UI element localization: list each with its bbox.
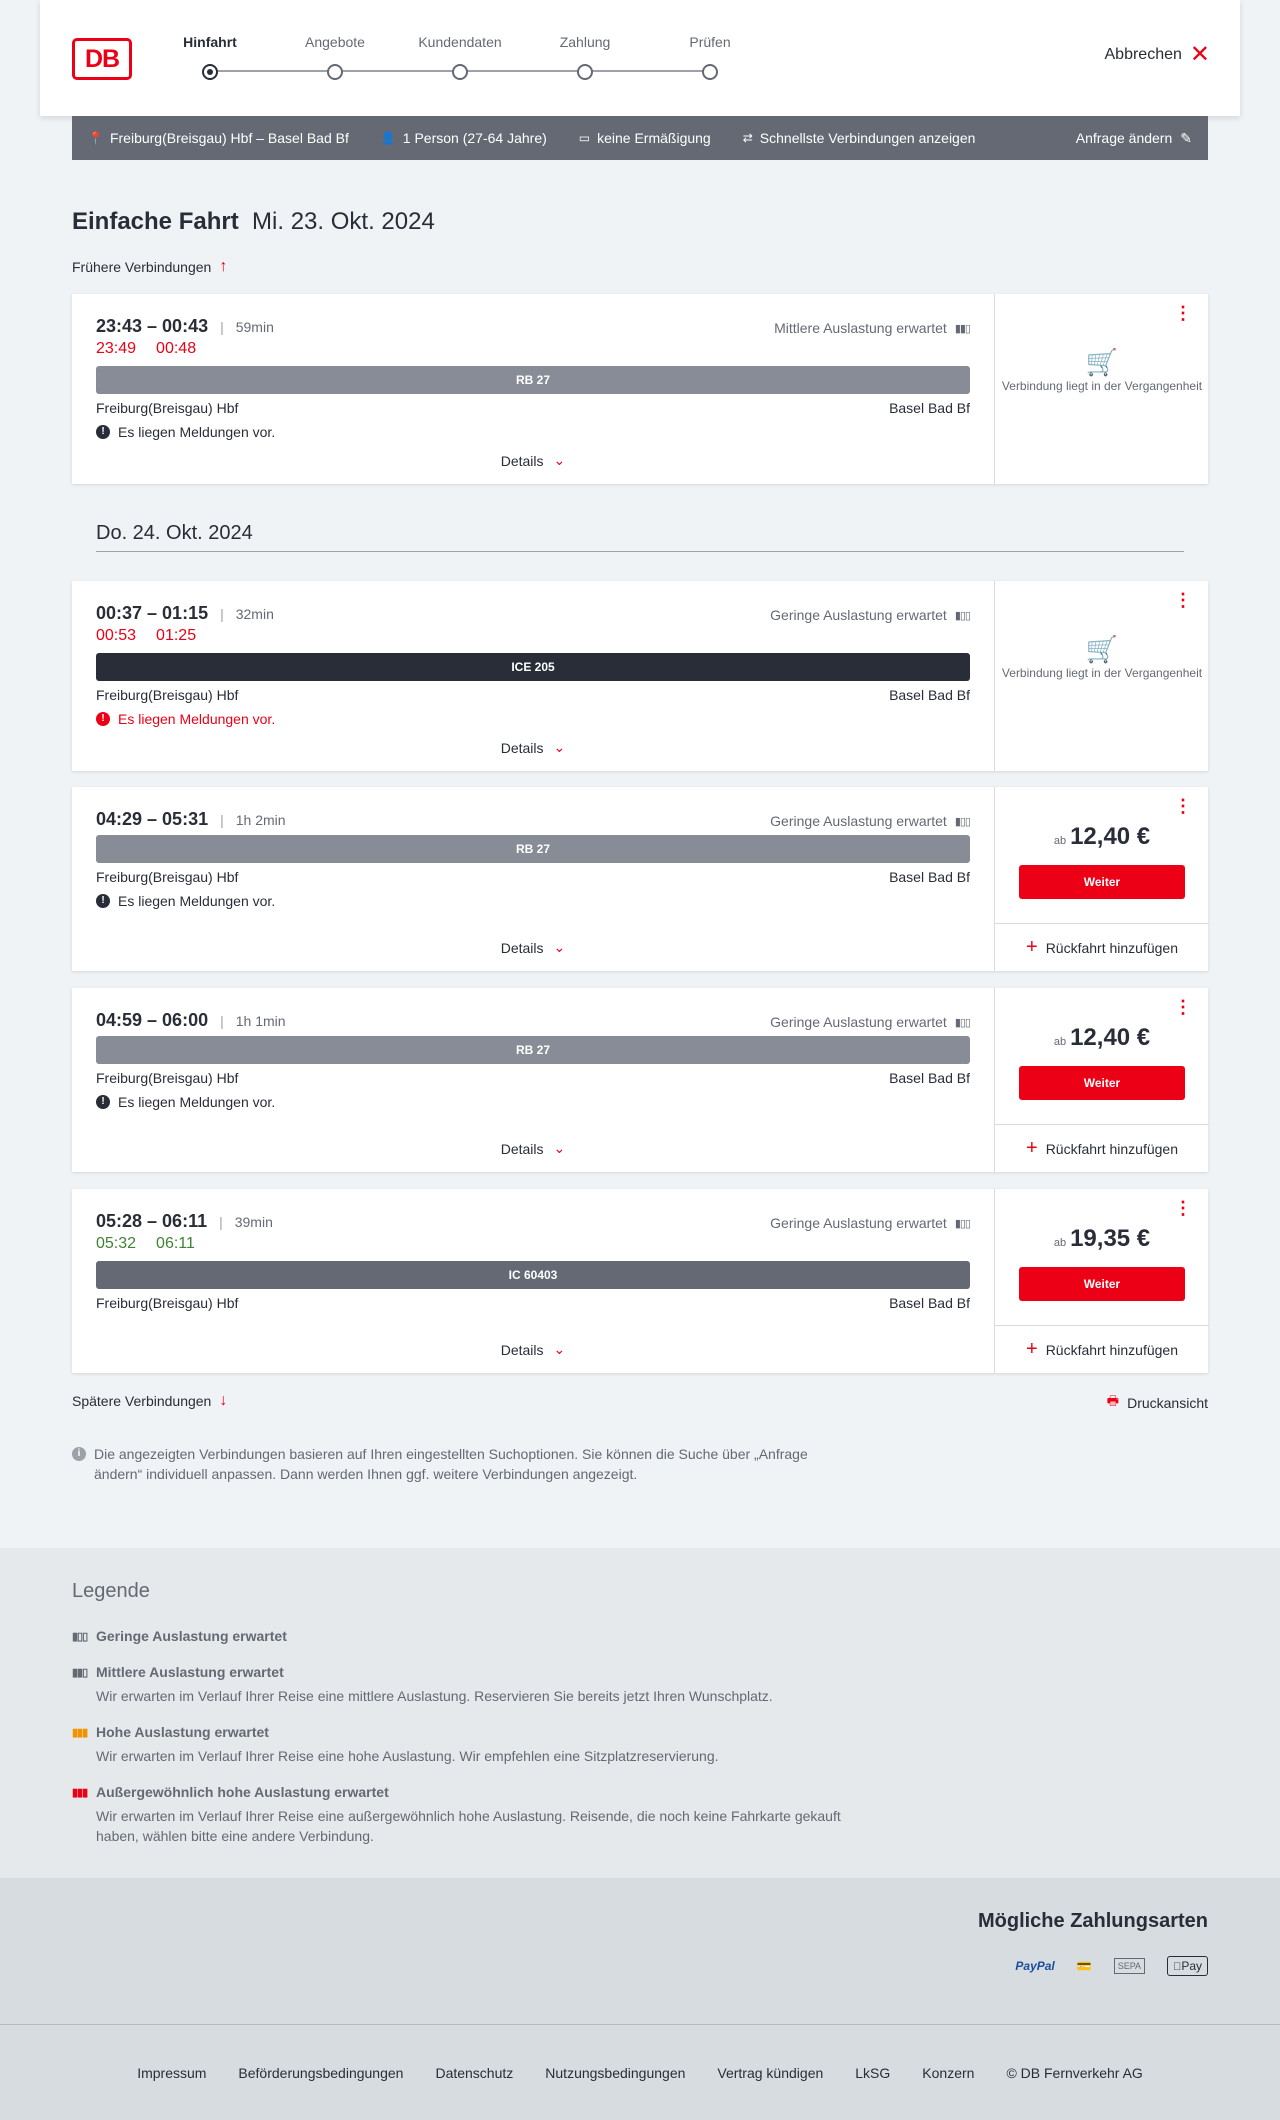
step-label: Prüfen bbox=[689, 34, 731, 50]
price-value: 19,35 € bbox=[1070, 1225, 1151, 1252]
train-bar[interactable]: RB 27 bbox=[96, 1036, 970, 1064]
add-return-label: Rückfahrt hinzufügen bbox=[1045, 939, 1178, 956]
duration: 39min bbox=[234, 1213, 273, 1230]
realtime-departure: 23:49 bbox=[96, 340, 137, 357]
details-toggle[interactable] bbox=[72, 739, 994, 756]
duration: 1h 1min bbox=[235, 1012, 286, 1029]
option-summary bbox=[743, 130, 976, 146]
train-bar[interactable]: RB 27 bbox=[96, 835, 970, 863]
departure-station: Freiburg(Breisgau) Hbf bbox=[96, 400, 239, 416]
occupancy-medium-icon: ▮▮▯ bbox=[954, 322, 970, 335]
offer-panel bbox=[994, 1189, 1208, 1373]
footer-link-konzern[interactable]: Konzern bbox=[922, 2064, 975, 2081]
continue-button[interactable]: Weiter bbox=[1019, 1267, 1185, 1301]
swap-arrows-icon: ⇄ bbox=[742, 131, 753, 145]
separator: | bbox=[220, 605, 224, 622]
legend-description: Wir erwarten im Verlauf Ihrer Reise eine außergewöhnlich hohe Auslastung. Reisende, die noch keine Fahrkarte gekauft haben, wählen bitte eine andere Verbindung. bbox=[96, 1808, 841, 1844]
realtime-arrival: 01:25 bbox=[156, 627, 197, 644]
payment-title: Mögliche Zahlungsarten bbox=[977, 1910, 1208, 1932]
station-row bbox=[96, 687, 970, 703]
realtime-arrival: 00:48 bbox=[156, 340, 197, 357]
legend-item-title bbox=[72, 1784, 856, 1800]
occupancy-low-icon: ▮▯▯ bbox=[954, 1217, 970, 1230]
more-options-icon[interactable]: ⋮ bbox=[1174, 590, 1192, 610]
planned-times: 04:29 – 05:31 bbox=[96, 809, 209, 829]
location-pin-icon: 📍 bbox=[88, 131, 103, 145]
realtime-times bbox=[96, 1235, 215, 1253]
past-text: Verbindung liegt in der Vergangenheit bbox=[1001, 379, 1203, 393]
train-bar[interactable]: IC 60403 bbox=[96, 1261, 970, 1289]
occupancy-info bbox=[774, 320, 970, 336]
offer-panel bbox=[994, 988, 1208, 1172]
travel-date: Mi. 23. Okt. 2024 bbox=[252, 208, 435, 235]
station-row bbox=[96, 1295, 970, 1311]
connection-card bbox=[72, 294, 1208, 484]
duration: 1h 2min bbox=[235, 811, 286, 828]
chevron-down-icon: ⌄ bbox=[553, 452, 566, 468]
past-text: Verbindung liegt in der Vergangenheit bbox=[1001, 666, 1203, 680]
progress-stepper bbox=[180, 34, 800, 84]
chevron-down-icon: ⌄ bbox=[553, 939, 566, 955]
legend-label: Hohe Auslastung erwartet bbox=[96, 1724, 269, 1740]
search-summary-bar bbox=[72, 116, 1208, 160]
step-hinfahrt[interactable] bbox=[150, 34, 270, 80]
details-label: Details bbox=[500, 1140, 544, 1157]
price-prefix: ab bbox=[1053, 1036, 1067, 1048]
step-label: Kundendaten bbox=[418, 34, 502, 50]
message-text: Es liegen Meldungen vor. bbox=[118, 1094, 276, 1110]
payment-icons bbox=[1015, 1956, 1208, 1976]
apple-pay-icon bbox=[1167, 1956, 1208, 1976]
footer-link-nutzungsbedingungen[interactable]: Nutzungsbedingungen bbox=[545, 2064, 686, 2081]
realtime-departure: 05:32 bbox=[96, 1235, 137, 1252]
realtime-times bbox=[96, 340, 216, 358]
later-connections-link[interactable] bbox=[72, 1392, 227, 1410]
arrival-station: Basel Bad Bf bbox=[889, 1070, 970, 1086]
occupancy-low-icon: ▮▯▯ bbox=[954, 1016, 970, 1029]
price bbox=[995, 823, 1209, 851]
legend-item-title bbox=[72, 1664, 856, 1680]
printer-icon: 🖶 bbox=[1106, 1393, 1120, 1408]
step-label: Hinfahrt bbox=[183, 34, 237, 50]
alert-icon: ! bbox=[96, 425, 110, 439]
add-return-trip-button[interactable] bbox=[995, 923, 1209, 971]
step-angebote[interactable] bbox=[275, 34, 395, 80]
add-return-label: Rückfahrt hinzufügen bbox=[1045, 1341, 1178, 1358]
alert-icon: ! bbox=[96, 1095, 110, 1109]
occupancy-text: Mittlere Auslastung erwartet bbox=[774, 320, 947, 336]
plus-icon: + bbox=[1026, 1338, 1038, 1360]
realtime-arrival: 06:11 bbox=[156, 1235, 195, 1252]
details-toggle[interactable] bbox=[72, 939, 994, 956]
connection-card bbox=[72, 988, 1208, 1172]
step-dot bbox=[577, 64, 593, 80]
details-label: Details bbox=[500, 452, 544, 469]
route-summary bbox=[88, 130, 349, 146]
details-toggle[interactable] bbox=[72, 1140, 994, 1157]
legend-item bbox=[72, 1784, 856, 1846]
chevron-down-icon: ⌄ bbox=[553, 1341, 566, 1357]
continue-button[interactable]: Weiter bbox=[1019, 1066, 1185, 1100]
step-zahlung[interactable] bbox=[525, 34, 645, 80]
footer-link-impressum[interactable]: Impressum bbox=[137, 2064, 207, 2081]
top-header bbox=[40, 0, 1240, 116]
close-icon: ✕ bbox=[1189, 41, 1210, 68]
travelers-text: 1 Person (27-64 Jahre) bbox=[402, 130, 547, 146]
bahncard-icon: ▭ bbox=[578, 131, 591, 145]
connection-info bbox=[72, 787, 994, 971]
occupancy-text: Geringe Auslastung erwartet bbox=[770, 1215, 947, 1231]
occupancy-info bbox=[770, 1215, 970, 1231]
arrival-station: Basel Bad Bf bbox=[889, 1295, 970, 1311]
message-text: Es liegen Meldungen vor. bbox=[118, 893, 276, 909]
footer-link-vertrag-kuendigen[interactable]: Vertrag kündigen bbox=[717, 2064, 824, 2081]
pencil-icon: ✎ bbox=[1180, 129, 1192, 146]
arrow-up-icon: ↑ bbox=[219, 258, 228, 275]
occupancy-text: Geringe Auslastung erwartet bbox=[770, 607, 947, 623]
more-options-icon[interactable]: ⋮ bbox=[1174, 796, 1192, 816]
info-icon: i bbox=[72, 1447, 86, 1461]
step-dot bbox=[702, 64, 718, 80]
realtime-times bbox=[96, 627, 216, 645]
price bbox=[995, 1024, 1209, 1052]
occupancy-info bbox=[770, 607, 970, 623]
departure-station: Freiburg(Breisgau) Hbf bbox=[96, 1070, 239, 1086]
plus-icon: + bbox=[1026, 936, 1038, 958]
cancel-button[interactable] bbox=[1104, 41, 1211, 68]
chevron-down-icon: ⌄ bbox=[553, 1140, 566, 1156]
occupancy-medium-icon: ▮▮▯ bbox=[72, 1666, 88, 1679]
legend-description: Wir erwarten im Verlauf Ihrer Reise eine hohe Auslastung. Wir empfehlen eine Sitzplatzreservierung. bbox=[96, 1748, 719, 1764]
route-text: Freiburg(Breisgau) Hbf – Basel Bad Bf bbox=[109, 130, 349, 146]
planned-times: 00:37 – 01:15 bbox=[96, 603, 209, 623]
cart-icon: 🛒 bbox=[1085, 634, 1119, 664]
step-dot bbox=[327, 64, 343, 80]
step-pruefen[interactable] bbox=[650, 34, 770, 80]
more-options-icon[interactable]: ⋮ bbox=[1174, 1198, 1192, 1218]
message-text: Es liegen Meldungen vor. bbox=[118, 424, 276, 440]
duration: 32min bbox=[235, 605, 274, 622]
db-logo[interactable]: DB bbox=[72, 38, 132, 80]
occupancy-info bbox=[770, 1014, 970, 1030]
footer-links bbox=[0, 2024, 1280, 2120]
departure-station: Freiburg(Breisgau) Hbf bbox=[96, 687, 239, 703]
chevron-down-icon: ⌄ bbox=[553, 739, 566, 755]
legend-item bbox=[72, 1628, 287, 1644]
planned-times: 23:43 – 00:43 bbox=[96, 316, 209, 336]
message-notice[interactable] bbox=[96, 1094, 275, 1110]
page-title bbox=[72, 208, 435, 236]
sepa-icon: SEPA bbox=[1114, 1958, 1145, 1974]
later-label: Spätere Verbindungen bbox=[72, 1393, 212, 1409]
separator: | bbox=[219, 1213, 223, 1230]
connection-card bbox=[72, 581, 1208, 771]
earlier-label: Frühere Verbindungen bbox=[72, 259, 212, 275]
train-bar[interactable]: ICE 205 bbox=[96, 653, 970, 681]
train-bar[interactable]: RB 27 bbox=[96, 366, 970, 394]
legend-label: Mittlere Auslastung erwartet bbox=[96, 1664, 284, 1680]
arrow-down-icon: ↓ bbox=[219, 1392, 228, 1409]
details-toggle[interactable] bbox=[72, 452, 994, 469]
message-notice[interactable] bbox=[96, 893, 275, 909]
step-label: Zahlung bbox=[559, 34, 611, 50]
planned-times: 04:59 – 06:00 bbox=[96, 1010, 209, 1030]
price bbox=[995, 1225, 1209, 1253]
connection-card bbox=[72, 787, 1208, 971]
footer-link-befoerderungsbedingungen[interactable]: Beförderungsbedingungen bbox=[238, 2064, 404, 2081]
connection-times bbox=[96, 1010, 286, 1031]
occupancy-low-icon: ▮▯▯ bbox=[954, 815, 970, 828]
print-label: Druckansicht bbox=[1127, 1395, 1208, 1411]
realtime-departure: 00:53 bbox=[96, 627, 137, 644]
credit-card-icon: 💳 bbox=[1076, 1959, 1092, 1973]
more-options-icon[interactable]: ⋮ bbox=[1174, 997, 1192, 1017]
departure-station: Freiburg(Breisgau) Hbf bbox=[96, 1295, 239, 1311]
continue-button[interactable]: Weiter bbox=[1019, 865, 1185, 899]
travelers-summary bbox=[381, 130, 547, 146]
apple-pay-label: Pay bbox=[1181, 1959, 1202, 1973]
station-row bbox=[96, 400, 970, 416]
trip-type: Einfache Fahrt bbox=[72, 208, 239, 235]
separator: | bbox=[220, 318, 224, 335]
legend-item-title bbox=[72, 1628, 287, 1644]
info-text: Die angezeigten Verbindungen basieren auf Ihren eingestellten Suchoptionen. Sie können die Suche über „Anfrage ändern“ individuell anpassen. Dann werden Ihnen ggf. weitere Verbindungen angezeigt. bbox=[94, 1446, 808, 1482]
date-separator: Do. 24. Okt. 2024 bbox=[96, 522, 1184, 552]
price-value: 12,40 € bbox=[1070, 1024, 1151, 1051]
station-row bbox=[96, 1070, 970, 1086]
occupancy-very-high-icon: ▮▮▮ bbox=[72, 1786, 88, 1799]
message-notice[interactable] bbox=[96, 424, 275, 440]
price-value: 12,40 € bbox=[1070, 823, 1151, 850]
alert-icon: ! bbox=[96, 712, 110, 726]
occupancy-low-icon: ▮▯▯ bbox=[72, 1630, 88, 1643]
occupancy-high-icon: ▮▮▮ bbox=[72, 1726, 88, 1739]
plus-icon: + bbox=[1026, 1137, 1038, 1159]
details-label: Details bbox=[500, 739, 544, 756]
legend-label: Außergewöhnlich hohe Auslastung erwartet bbox=[96, 1784, 389, 1800]
occupancy-info bbox=[770, 813, 970, 829]
cart-icon: 🛒 bbox=[1085, 347, 1119, 377]
change-request-button[interactable] bbox=[1076, 130, 1192, 147]
person-icon: 👤 bbox=[380, 131, 396, 145]
message-text: Es liegen Meldungen vor. bbox=[118, 711, 276, 727]
legend-item-title bbox=[72, 1724, 856, 1740]
offer-panel bbox=[994, 294, 1208, 484]
message-notice[interactable] bbox=[96, 711, 275, 727]
details-label: Details bbox=[500, 939, 544, 956]
step-kundendaten[interactable] bbox=[400, 34, 520, 80]
step-dot bbox=[202, 64, 218, 80]
copyright: © DB Fernverkehr AG bbox=[1006, 2064, 1143, 2081]
details-toggle[interactable] bbox=[72, 1341, 994, 1358]
departure-station: Freiburg(Breisgau) Hbf bbox=[96, 869, 239, 885]
offer-panel bbox=[994, 581, 1208, 771]
duration: 59min bbox=[235, 318, 274, 335]
add-return-label: Rückfahrt hinzufügen bbox=[1045, 1140, 1178, 1157]
connection-times bbox=[96, 1211, 273, 1232]
legend-label: Geringe Auslastung erwartet bbox=[96, 1628, 287, 1644]
past-connection-notice bbox=[995, 634, 1209, 681]
arrival-station: Basel Bad Bf bbox=[889, 400, 970, 416]
add-return-trip-button[interactable] bbox=[995, 1124, 1209, 1172]
connection-info bbox=[72, 1189, 994, 1373]
planned-times: 05:28 – 06:11 bbox=[96, 1211, 208, 1231]
price-prefix: ab bbox=[1053, 1237, 1067, 1249]
connection-card bbox=[72, 1189, 1208, 1373]
legend-section bbox=[0, 1548, 1280, 1878]
footer-link-datenschutz[interactable]: Datenschutz bbox=[435, 2064, 514, 2081]
arrival-station: Basel Bad Bf bbox=[889, 869, 970, 885]
legend-item bbox=[72, 1664, 856, 1706]
connection-info bbox=[72, 581, 994, 771]
step-dot bbox=[452, 64, 468, 80]
search-info-note bbox=[72, 1444, 852, 1484]
footer-link-lksg[interactable]: LkSG bbox=[855, 2064, 891, 2081]
offer-panel bbox=[994, 787, 1208, 971]
option-text: Schnellste Verbindungen anzeigen bbox=[759, 130, 976, 146]
price-prefix: ab bbox=[1053, 835, 1067, 847]
past-connection-notice bbox=[995, 347, 1209, 394]
add-return-trip-button[interactable] bbox=[995, 1325, 1209, 1373]
occupancy-text: Geringe Auslastung erwartet bbox=[770, 813, 947, 829]
station-row bbox=[96, 869, 970, 885]
more-options-icon[interactable]: ⋮ bbox=[1174, 303, 1192, 323]
cancel-label: Abbrechen bbox=[1104, 46, 1182, 63]
connection-times bbox=[96, 316, 274, 337]
step-label: Angebote bbox=[305, 34, 365, 50]
paypal-icon: PayPal bbox=[1015, 1959, 1055, 1973]
connection-times bbox=[96, 603, 274, 624]
connection-times bbox=[96, 809, 286, 830]
occupancy-low-icon: ▮▯▯ bbox=[954, 609, 970, 622]
legend-title: Legende bbox=[72, 1580, 150, 1602]
connection-info bbox=[72, 988, 994, 1172]
connection-info bbox=[72, 294, 994, 484]
legend-description: Wir erwarten im Verlauf Ihrer Reise eine mittlere Auslastung. Reservieren Sie bereits jetzt Ihren Wunschplatz. bbox=[96, 1688, 773, 1704]
occupancy-text: Geringe Auslastung erwartet bbox=[770, 1014, 947, 1030]
discount-summary bbox=[579, 130, 711, 146]
print-view-link[interactable] bbox=[1107, 1392, 1208, 1414]
change-request-label: Anfrage ändern bbox=[1075, 130, 1173, 146]
details-label: Details bbox=[500, 1341, 544, 1358]
alert-icon: ! bbox=[96, 894, 110, 908]
payment-methods-section bbox=[0, 1878, 1280, 2024]
separator: | bbox=[220, 811, 224, 828]
earlier-connections-link[interactable] bbox=[72, 258, 227, 276]
discount-text: keine Ermäßigung bbox=[597, 130, 711, 146]
legend-item bbox=[72, 1724, 856, 1766]
separator: | bbox=[220, 1012, 224, 1029]
arrival-station: Basel Bad Bf bbox=[889, 687, 970, 703]
